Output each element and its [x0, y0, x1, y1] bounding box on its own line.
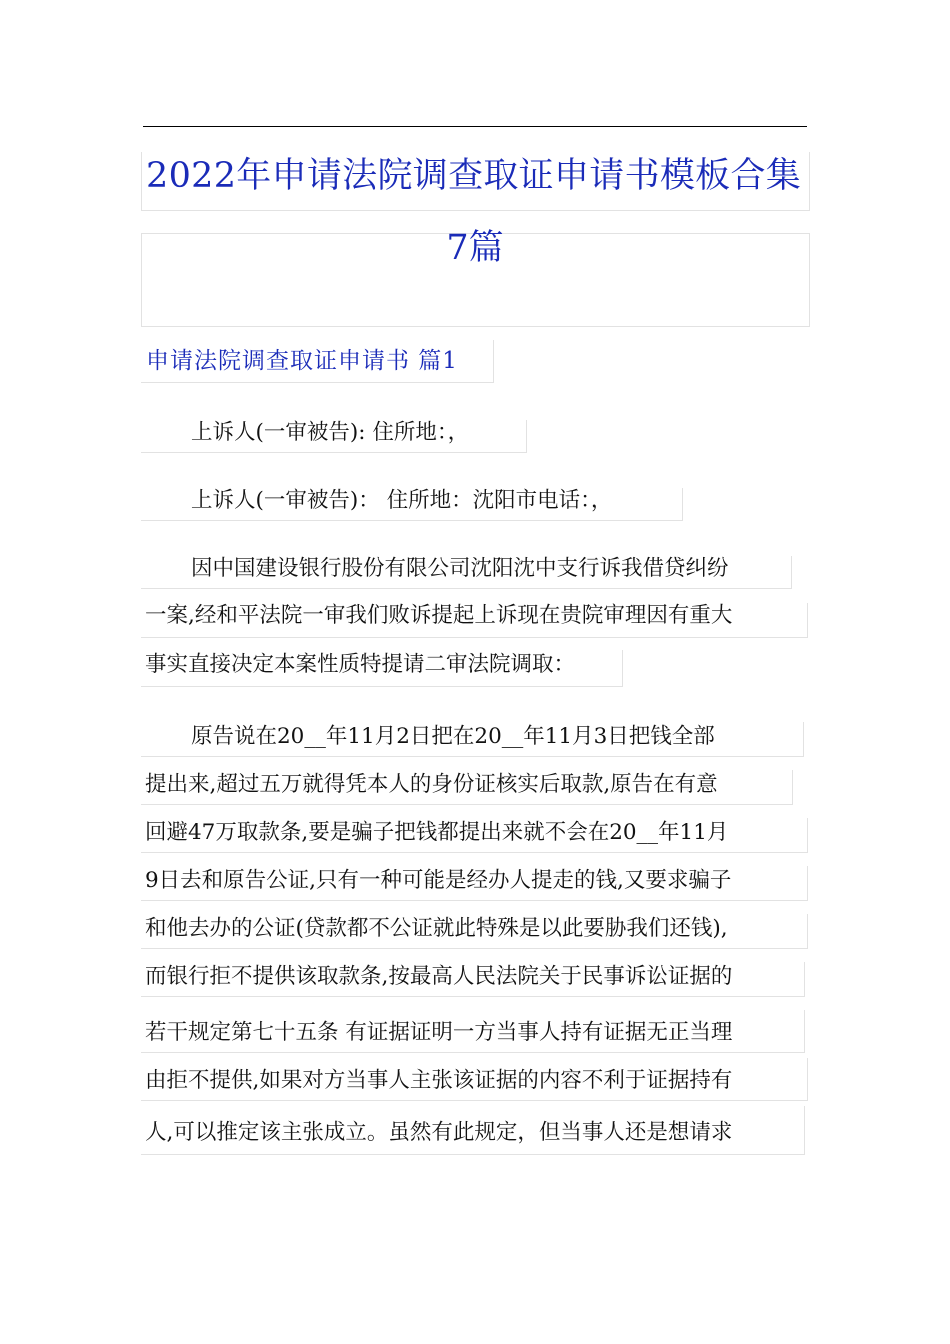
- paragraph-3-line-1: 因中国建设银行股份有限公司沈阳沈中支行诉我借贷纠纷: [191, 556, 729, 581]
- paragraph-1: 上诉人(一审被告): 住所地：，: [191, 420, 470, 445]
- paragraph-4-line-8: 由拒不提供,如果对方当事人主张该证据的内容不利于证据持有: [145, 1068, 733, 1093]
- top-rule: [143, 126, 807, 127]
- paragraph-4-line-4: 9日去和原告公证,只有一种可能是经办人提走的钱,又要求骗子: [145, 868, 732, 893]
- paragraph-4-line-3: 回避47万取款条,要是骗子把钱都提出来就不会在20__年11月: [145, 820, 729, 845]
- paragraph-4-line-1: 原告说在20__年11月2日把在20__年11月3日把钱全部: [191, 724, 715, 749]
- paragraph-4-line-7: 若干规定第七十五条 有证据证明一方当事人持有证据无正当理: [145, 1020, 733, 1045]
- section-heading: 申请法院调查取证申请书 篇1: [146, 348, 458, 374]
- paragraph-4-line-9: 人,可以推定该主张成立。虽然有此规定，但当事人还是想请求: [145, 1120, 733, 1145]
- paragraph-3-line-3: 事实直接决定本案性质特提请二审法院调取：: [145, 652, 576, 677]
- paragraph-3-line-2: 一案,经和平法院一审我们败诉提起上诉现在贵院审理因有重大: [145, 603, 733, 628]
- paragraph-4-line-2: 提出来,超过五万就得凭本人的身份证核实后取款,原告在有意: [145, 772, 718, 797]
- paragraph-4-line-5: 和他去办的公证(贷款都不公证就此特殊是以此要胁我们还钱),: [145, 916, 728, 941]
- paragraph-4-line-6: 而银行拒不提供该取款条,按最高人民法院关于民事诉讼证据的: [145, 964, 733, 989]
- document-title-line-1: 2022年申请法院调查取证申请书模板合集: [146, 156, 802, 196]
- paragraph-2: 上诉人(一审被告)： 住所地：沈阳市电话：，: [191, 488, 613, 513]
- document-title-line-2: 7篇: [446, 228, 504, 268]
